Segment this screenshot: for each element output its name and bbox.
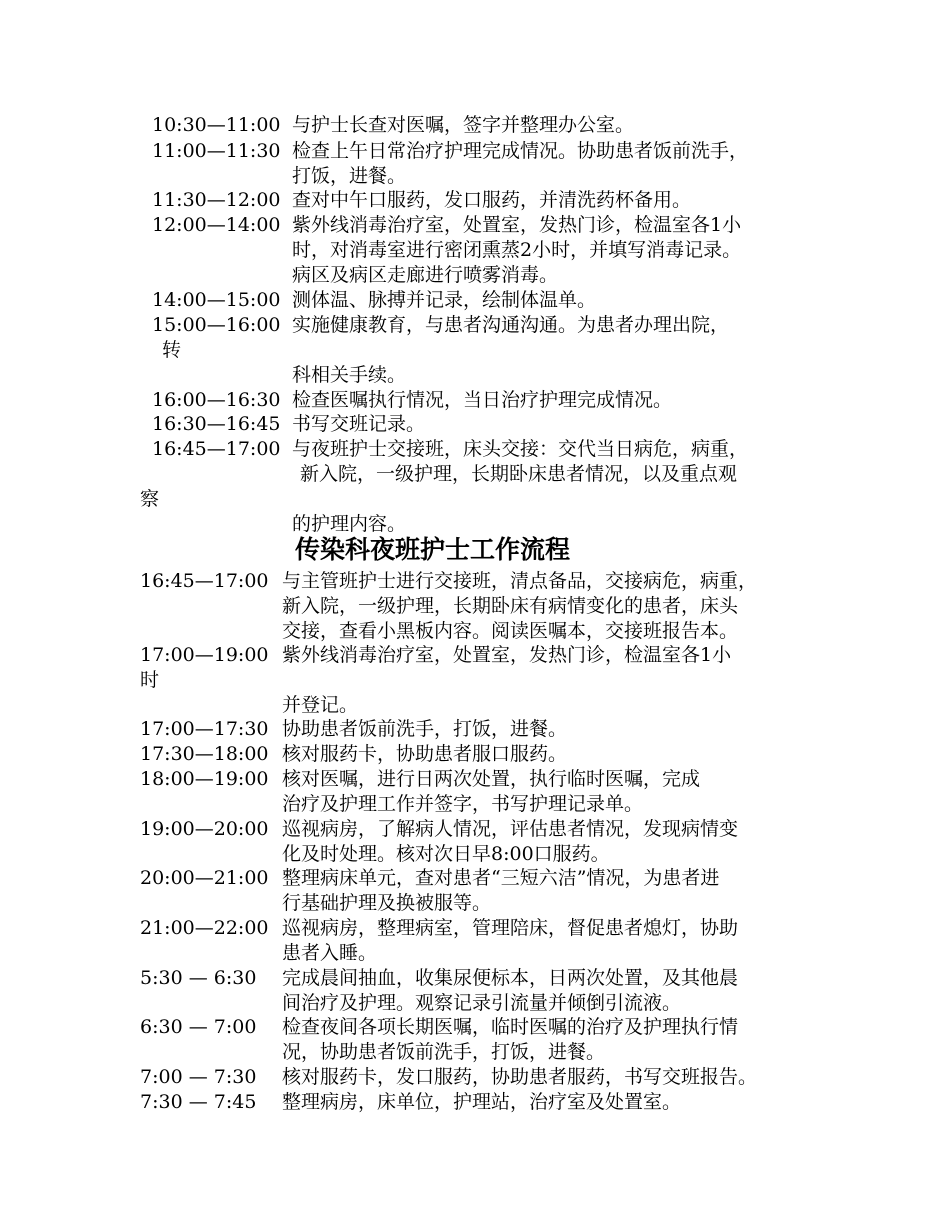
- section-title: 传染科夜班护士工作流程: [295, 535, 571, 564]
- entry-text: 紫外线消毒治疗室，处置室，发热门诊，检温室各1小: [292, 214, 742, 236]
- entry-time: 5:30 — 6:30: [140, 967, 257, 989]
- entry-text: 完成晨间抽血，收集尿便标本，日两次处置，及其他晨: [282, 967, 739, 989]
- entry-text: 巡视病房，整理病室，管理陪床，督促患者熄灯，协助: [282, 917, 739, 939]
- entry-time: 7:00 — 7:30: [140, 1066, 257, 1088]
- entry-text: 行基础护理及换被服等。: [282, 892, 492, 914]
- entry-text: 实施健康教育，与患者沟通沟通。为患者办理出院，: [292, 314, 730, 336]
- entry-time: 21:00—22:00: [140, 917, 269, 939]
- entry-text: 新入院，一级护理，长期卧床有病情变化的患者，床头: [282, 595, 739, 617]
- entry-text: 整理病床单元，查对患者“三短六洁”情况，为患者进: [282, 867, 720, 889]
- entry-time: 14:00—15:00: [152, 289, 281, 311]
- entry-text: 间治疗及护理。观察记录引流量并倾倒引流液。: [282, 992, 682, 1014]
- entry-text: 与夜班护士交接班，床头交接：交代当日病危，病重，: [292, 438, 749, 460]
- entry-time: 17:00—19:00: [140, 644, 269, 666]
- entry-text: 时: [140, 669, 160, 691]
- entry-text: 与护士长查对医嘱，签字并整理办公室。: [292, 114, 635, 136]
- entry-time: 16:45—17:00: [140, 570, 269, 592]
- entry-text: 病区及病区走廊进行喷雾消毒。: [292, 264, 559, 286]
- entry-text: 检查夜间各项长期医嘱，临时医嘱的治疗及护理执行情: [282, 1016, 739, 1038]
- entry-time: 17:30—18:00: [140, 743, 269, 765]
- entry-time: 16:45—17:00: [152, 438, 281, 460]
- entry-time: 19:00—20:00: [140, 818, 269, 840]
- entry-text: 紫外线消毒治疗室，处置室，发热门诊，检温室各1小: [282, 644, 732, 666]
- entry-text: 治疗及护理工作并签字，书写护理记录单。: [282, 793, 644, 815]
- entry-text: 察: [140, 488, 160, 510]
- entry-text: 检查医嘱执行情况，当日治疗护理完成情况。: [292, 389, 673, 411]
- entry-text: 测体温、脉搏并记录，绘制体温单。: [292, 289, 597, 311]
- entry-time: 6:30 — 7:00: [140, 1016, 257, 1038]
- entry-text: 况，协助患者饭前洗手，打饭，进餐。: [282, 1041, 606, 1063]
- entry-text: 核对服药卡，发口服药，协助患者服药，书写交班报告。: [282, 1066, 758, 1088]
- entry-text: 打饭，进餐。: [292, 165, 407, 187]
- entry-text: 的护理内容。: [292, 513, 407, 535]
- entry-time: 10:30—11:00: [152, 114, 281, 136]
- entry-text: 时，对消毒室进行密闭熏蒸2小时，并填写消毒记录。: [292, 239, 742, 261]
- entry-time: 15:00—16:00: [152, 314, 281, 336]
- entry-time: 16:30—16:45: [152, 413, 281, 435]
- entry-time: 12:00—14:00: [152, 214, 281, 236]
- entry-text: 查对中午口服药，发口服药，并清洗药杯备用。: [292, 189, 692, 211]
- entry-time: 11:00—11:30: [152, 140, 281, 162]
- entry-text: 与主管班护士进行交接班，清点备品，交接病危，病重，: [282, 570, 758, 592]
- entry-text: 检查上午日常治疗护理完成情况。协助患者饭前洗手，: [292, 140, 749, 162]
- entry-text: 核对医嘱，进行日两次处置，执行临时医嘱，完成: [282, 768, 701, 790]
- entry-time: 16:00—16:30: [152, 389, 281, 411]
- entry-time: 11:30—12:00: [152, 189, 281, 211]
- entry-time: 20:00—21:00: [140, 867, 269, 889]
- entry-text: 书写交班记录。: [292, 413, 426, 435]
- entry-text: 核对服药卡，协助患者服口服药。: [282, 743, 568, 765]
- entry-text: 协助患者饭前洗手，打饭，进餐。: [282, 718, 568, 740]
- entry-text: 转: [162, 339, 182, 361]
- entry-text: 患者入睡。: [282, 942, 378, 964]
- entry-text: 巡视病房，了解病人情况，评估患者情况，发现病情变: [282, 818, 739, 840]
- entry-time: 17:00—17:30: [140, 718, 269, 740]
- entry-text: 科相关手续。: [292, 364, 407, 386]
- entry-text: 化及时处理。核对次日早8:00口服药。: [282, 843, 610, 865]
- entry-text: 并登记。: [282, 694, 359, 716]
- entry-text: 整理病房，床单位，护理站，治疗室及处置室。: [282, 1091, 682, 1113]
- entry-time: 18:00—19:00: [140, 768, 269, 790]
- entry-time: 7:30 — 7:45: [140, 1091, 257, 1113]
- entry-text: 新入院，一级护理，长期卧床患者情况，以及重点观: [300, 463, 738, 485]
- entry-text: 交接，查看小黑板内容。阅读医嘱本，交接班报告本。: [282, 620, 739, 642]
